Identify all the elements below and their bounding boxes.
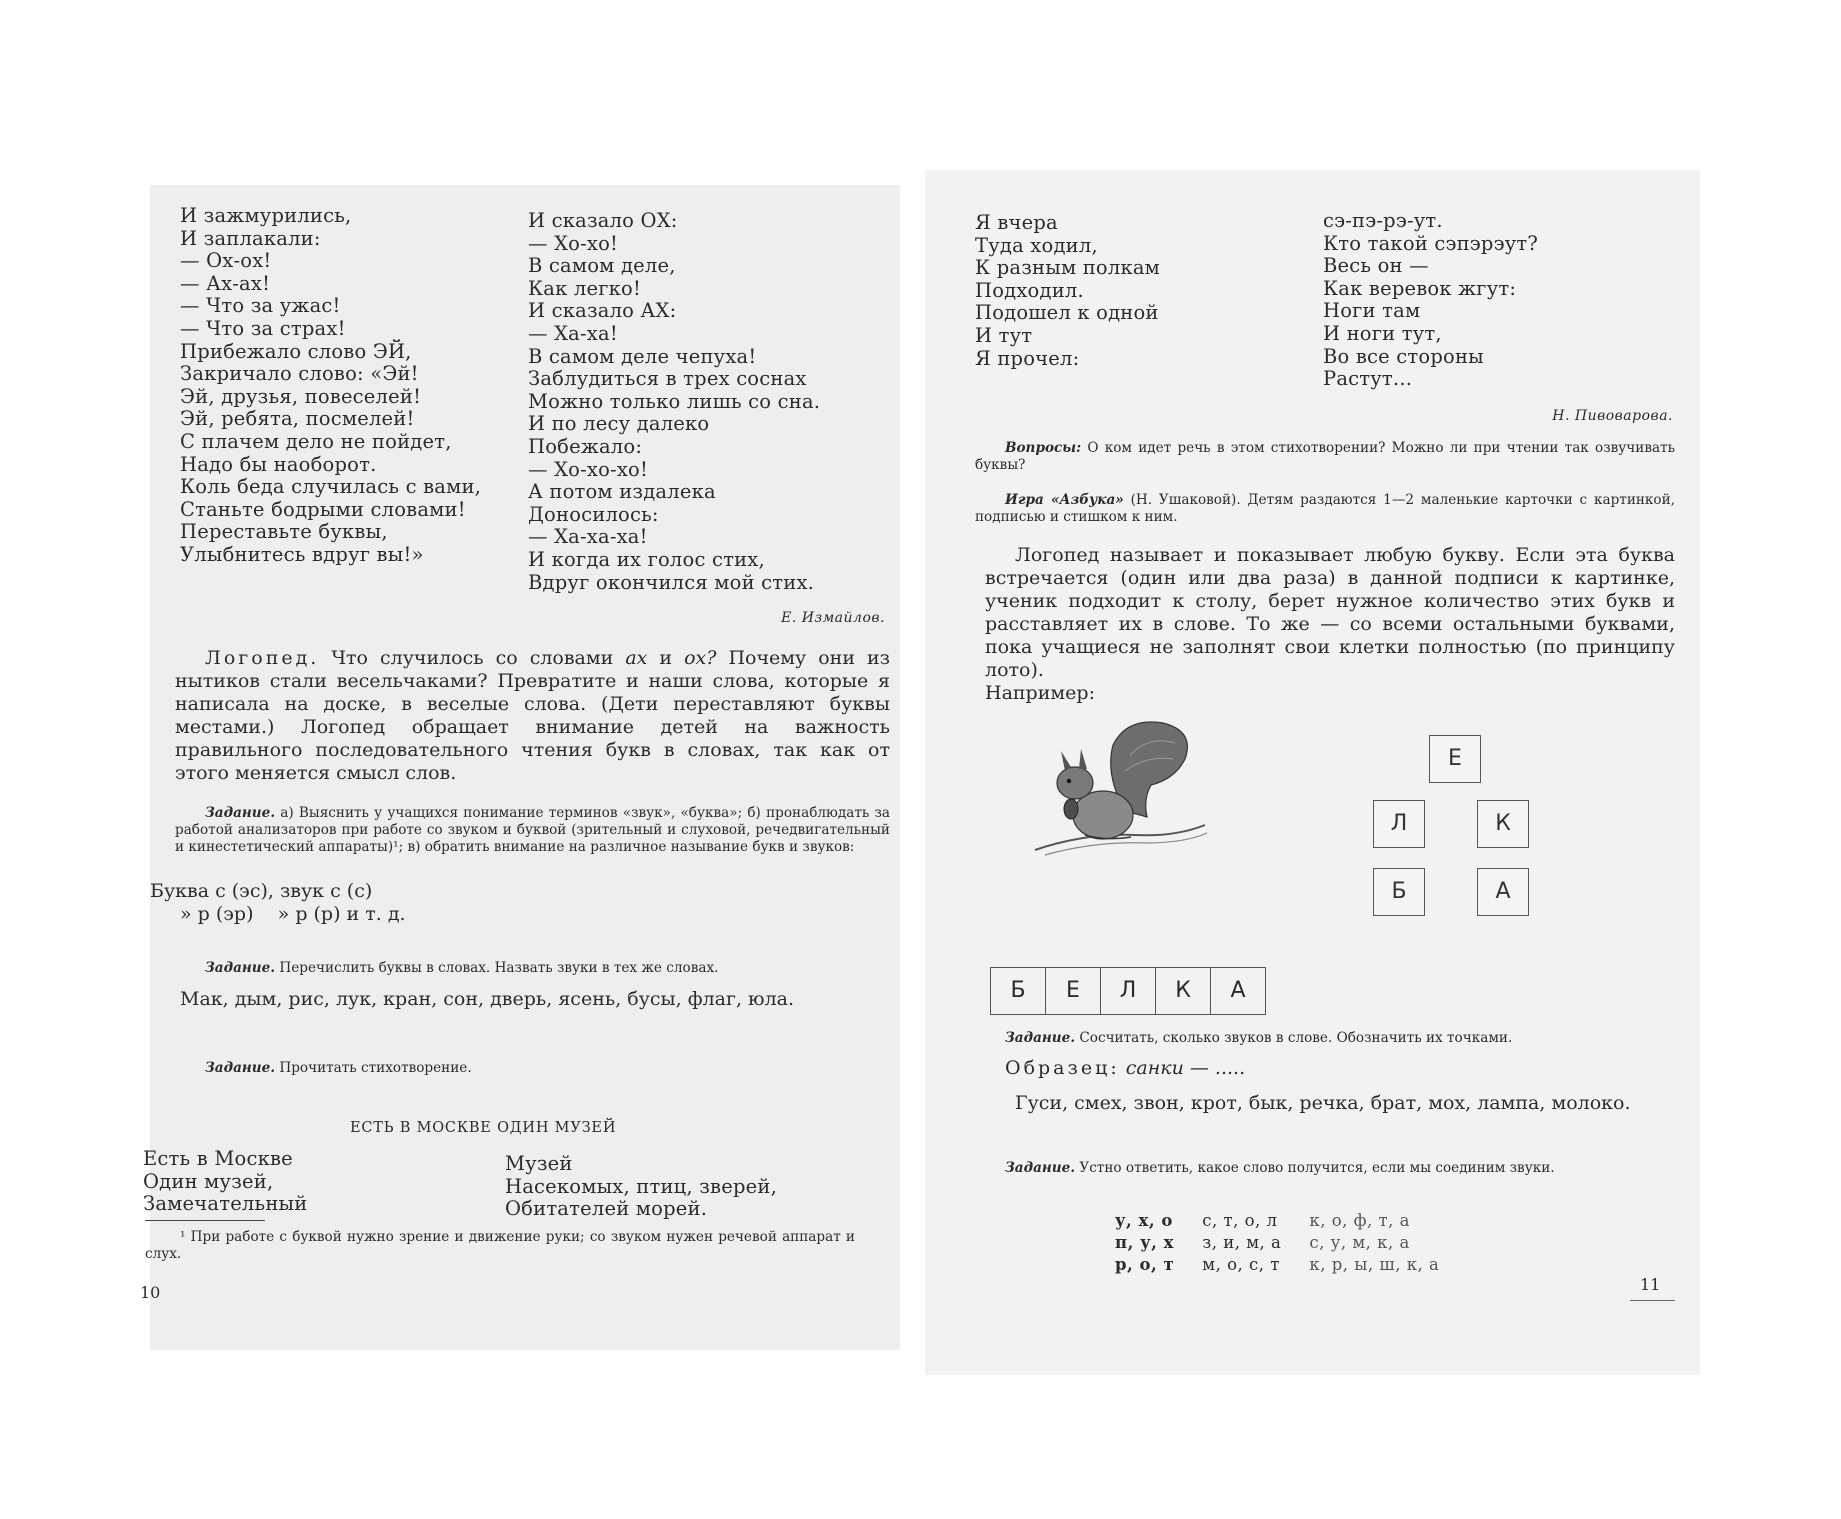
poem-line: Заблудиться в трех соснах xyxy=(528,367,807,391)
word-oh: ох? xyxy=(684,647,717,669)
poem-line: Замечательный xyxy=(143,1192,308,1216)
poem-line: Вдруг окончился мой стих. xyxy=(528,570,815,594)
poem-line: Доносилось: xyxy=(528,502,659,526)
poem-line: — Ха-ха-ха! xyxy=(528,525,648,549)
questions-label: Вопросы: xyxy=(1005,440,1082,456)
poem-line: Улыбнитесь вдруг вы!» xyxy=(180,542,424,566)
poem-line: И ноги тут, xyxy=(1323,321,1442,345)
poem-line: Надо бы наоборот. xyxy=(180,452,377,476)
poem-line: Весь он — xyxy=(1323,254,1429,278)
poem-line: К разным полкам xyxy=(975,256,1161,280)
task-label: Задание. xyxy=(205,805,276,821)
poem-line: Насекомых, птиц, зверей, xyxy=(505,1174,777,1198)
poem-line: Туда ходил, xyxy=(975,233,1098,257)
sounds-cell: к, р, ы, ш, к, а xyxy=(1309,1255,1440,1274)
poem-left-column xyxy=(180,205,480,567)
logoped-text-2: Почему они из нытиков стали весельчаками? Превратите и наши слова, которые я написала на доске, в веселые слова. (Дети переставляют буквы местами.) Логопед обращает внимание детей на важность правильного последовательного чтения букв в словах, так как от этого меняется смысл слов. xyxy=(175,647,891,784)
task-label: Задание. xyxy=(205,960,276,976)
poem-right-column xyxy=(1323,210,1538,391)
poem-line: Как легко! xyxy=(528,276,642,300)
poem-line: И зажмурились, xyxy=(180,204,352,227)
sounds-cell: з, и, м, а xyxy=(1202,1233,1282,1252)
poem-line: Ноги там xyxy=(1323,299,1421,323)
poem-line: — Что за страх! xyxy=(180,316,346,340)
poem-author: Н. Пивоварова. xyxy=(1552,408,1673,424)
sounds-table xyxy=(1115,1210,1467,1276)
sounds-cell: у, х, о xyxy=(1115,1211,1173,1230)
poem-line: Побежало: xyxy=(528,434,643,458)
word-cells-belka xyxy=(990,967,1266,1015)
task-1 xyxy=(975,1030,1680,1047)
poem-line: Во все стороны xyxy=(1323,344,1484,368)
task-2-text: Перечислить буквы в словах. Назвать звуки в тех же словах. xyxy=(279,960,719,976)
poem-line: И заплакали: xyxy=(180,226,321,250)
sample-label: Образец: xyxy=(1005,1057,1120,1079)
speaker-label: Логопед. xyxy=(205,647,320,669)
sounds-cell: с, т, о, л xyxy=(1202,1211,1278,1230)
poem-line: А потом издалека xyxy=(528,480,716,504)
words-list: Мак, дым, рис, лук, кран, сон, дверь, ясень, бусы, флаг, юла. xyxy=(180,988,795,1010)
sounds-row xyxy=(1115,1254,1467,1276)
poem-line: Кто такой сэпэрэут? xyxy=(1323,231,1539,255)
sounds-row xyxy=(1115,1232,1467,1254)
poem-author: Е. Измайлов. xyxy=(781,610,885,626)
sounds-cell: п, у, х xyxy=(1115,1233,1174,1252)
word-cell: А xyxy=(1210,968,1266,1014)
letter-card: Л xyxy=(1373,800,1425,848)
poem-line: Эй, друзья, повеселей! xyxy=(180,384,422,408)
letter-card: Б xyxy=(1373,868,1425,916)
poem-line: Переставьте буквы, xyxy=(180,520,388,544)
poem-line: Музей xyxy=(505,1152,573,1175)
game-label: Игра «Азбука» xyxy=(1005,492,1124,508)
task-2-text: Устно ответить, какое слово получится, если мы соединим звуки. xyxy=(1079,1160,1555,1176)
task-1 xyxy=(175,805,890,856)
poem-line: И когда их голос стих, xyxy=(528,547,765,571)
poem-line: — Ох-ох! xyxy=(180,249,272,273)
task-label: Задание. xyxy=(205,1060,276,1076)
task-3 xyxy=(175,1060,890,1077)
poem-line: Растут... xyxy=(1323,367,1413,391)
sample-word: санки — ..... xyxy=(1125,1057,1246,1079)
poem2-right-column xyxy=(505,1153,777,1221)
poem-line: В самом деле чепуха! xyxy=(528,344,757,368)
poem-line: — Ха-ха! xyxy=(528,321,618,345)
poem-line: Есть в Москве xyxy=(143,1147,293,1170)
letter-card: Е xyxy=(1429,735,1481,783)
poem-line: Я прочел: xyxy=(975,346,1080,370)
letters-line-1: Буква с (эс), звук с (с) xyxy=(150,880,373,902)
poem-line: И сказало ОХ: xyxy=(528,209,678,232)
footnote: ¹ При работе с буквой нужно зрение и движение руки; со звуком нужен речевой аппарат и слух. xyxy=(145,1229,855,1262)
task-2 xyxy=(975,1160,1680,1177)
poem-line: — Хо-хо-хо! xyxy=(528,457,649,481)
poem2-left-column xyxy=(143,1148,307,1216)
word-cell: Л xyxy=(1100,968,1155,1014)
page-number: 10 xyxy=(140,1283,161,1302)
task-2 xyxy=(175,960,890,977)
sounds-cell: с, у, м, к, а xyxy=(1309,1233,1410,1252)
task-label: Задание. xyxy=(1005,1160,1076,1176)
poem-line: В самом деле, xyxy=(528,254,676,278)
right-page xyxy=(925,170,1700,1375)
poem-line: Обитателей морей. xyxy=(505,1197,708,1221)
poem-line: — Ах-ах! xyxy=(180,271,271,295)
poem-line: Закричало слово: «Эй! xyxy=(180,362,419,386)
footnote-rule xyxy=(145,1220,265,1221)
task-1-text: а) Выяснить у учащихся понимание терминов «звук», «буква»; б) пронаблюдать за работой анализаторов при работе со звуком и буквой (зрительный и слуховой, речедвигательный и кинестетический аппараты)¹; в) обратить внимание на различное называние букв и звуков: xyxy=(175,805,890,855)
poem-line: Как веревок жгут: xyxy=(1323,276,1517,300)
word-ah: ах xyxy=(625,647,648,669)
page-number-rule xyxy=(1630,1300,1675,1301)
page-number: 11 xyxy=(1640,1275,1661,1294)
poem-line: — Что за ужас! xyxy=(180,294,341,318)
poem-line: Один музей, xyxy=(143,1169,274,1193)
poem-line: Я вчера xyxy=(975,211,1058,234)
letter-card: А xyxy=(1477,868,1529,916)
word-and: и xyxy=(659,647,673,669)
poem-line: Можно только лишь со сна. xyxy=(528,389,821,413)
task-3-text: Прочитать стихотворение. xyxy=(279,1060,472,1076)
poem-line: И по лесу далеко xyxy=(528,412,710,436)
task-label: Задание. xyxy=(1005,1030,1076,1046)
questions xyxy=(975,440,1675,474)
game-paragraph: Логопед называет и показывает любую букву. Если эта буква встречается (один или два раза) в данной подписи к картинке, ученик подходит к столу, берет нужное количество этих букв и расставляет их в слове. То же — со всеми остальными буквами, пока учащиеся не заполнят свои клетки полностью (по принципу лото). xyxy=(985,544,1675,681)
sounds-cell: м, о, с, т xyxy=(1202,1255,1280,1274)
poem-line: И тут xyxy=(975,323,1033,347)
letter-card: К xyxy=(1477,800,1529,848)
word-cell: Е xyxy=(1045,968,1100,1014)
sounds-row xyxy=(1115,1210,1467,1232)
game-text: (Н. Ушаковой). Детям раздаются 1—2 маленькие карточки с картинкой, подписью и стишком к ним. xyxy=(975,492,1675,525)
example-label: Например: xyxy=(985,682,1095,704)
sounds-cell: р, о, т xyxy=(1115,1255,1175,1274)
poem-right-column xyxy=(528,210,858,594)
poem-line: С плачем дело не пойдет, xyxy=(180,429,452,453)
letters-line-2: » р (эр) » р (р) и т. д. xyxy=(180,903,406,925)
poem-line: сэ-пэ-рэ-ут. xyxy=(1323,209,1443,232)
poem-line: — Хо-хо! xyxy=(528,231,619,255)
sample xyxy=(1005,1057,1245,1080)
left-page xyxy=(140,185,900,1350)
word-cell: Б xyxy=(990,968,1045,1014)
logoped-text-1: Что случилось со словами xyxy=(331,647,614,669)
words-list: Гуси, смех, звон, крот, бык, речка, брат, мох, лампа, молоко. xyxy=(1015,1092,1631,1114)
poem-line: Эй, ребята, посмелей! xyxy=(180,407,415,431)
word-cell: К xyxy=(1155,968,1210,1014)
poem-left-column xyxy=(975,212,1160,370)
poem-line: Коль беда случилась с вами, xyxy=(180,475,482,499)
poem2-title: ЕСТЬ В МОСКВЕ ОДИН МУЗЕЙ xyxy=(350,1120,617,1136)
logoped-paragraph xyxy=(175,647,890,785)
poem-line: Подошел к одной xyxy=(975,301,1159,325)
squirrel-illustration xyxy=(1035,715,1210,865)
poem-line: И сказало АХ: xyxy=(528,299,677,323)
questions-text: О ком идет речь в этом стихотворении? Можно ли при чтении так озвучивать буквы? xyxy=(975,440,1675,473)
task-1-text: Сосчитать, сколько звуков в слове. Обозначить их точками. xyxy=(1079,1030,1513,1046)
sounds-cell: к, о, ф, т, а xyxy=(1309,1211,1410,1230)
poem-line: Прибежало слово ЭЙ, xyxy=(180,339,412,363)
poem-line: Подходил. xyxy=(975,278,1084,302)
poem-line: Станьте бодрыми словами! xyxy=(180,497,466,521)
game-description xyxy=(975,492,1675,526)
